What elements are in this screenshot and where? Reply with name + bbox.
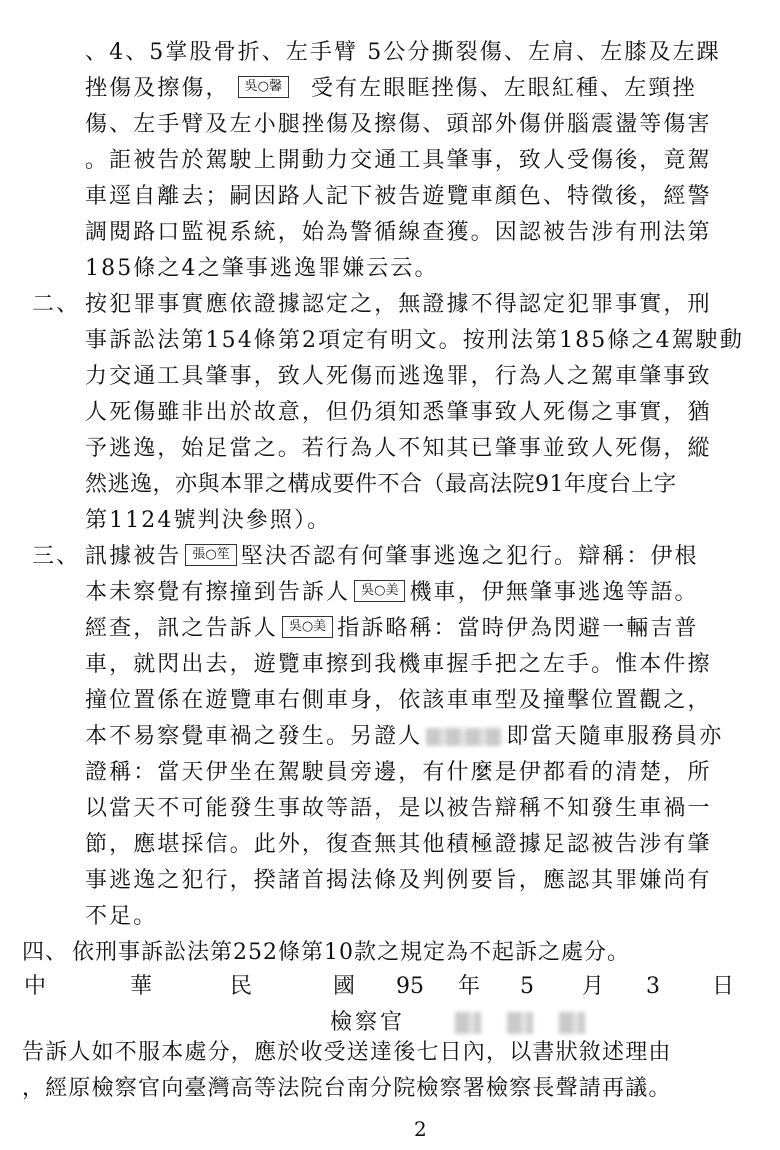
- section2-line-3: 力交通工具肇事，致人死傷而逃逸罪，行為人之駕車肇事致: [85, 364, 712, 389]
- date-char: 年: [458, 974, 481, 999]
- para1-line-3: 傷、左手臂及左小腿挫傷及擦傷、頭部外傷併腦震盪等傷害: [85, 112, 712, 137]
- date-day: 3: [646, 974, 660, 999]
- section2-line-6: 然逃逸，亦與本罪之構成要件不合（最高法院91年度台上字: [85, 472, 677, 497]
- date-char: 民: [230, 974, 253, 999]
- date-char: 日: [712, 974, 735, 999]
- section3-line-6b: 即當天隨車服務員亦: [506, 724, 724, 749]
- section3-line-3b: 指訴略稱：當時伊為閃避一輛吉普: [337, 616, 699, 641]
- redacted-name-box: 吳○美: [282, 616, 333, 638]
- date-char: 中: [24, 974, 47, 999]
- para1-line-4: 。詎被告於駕駛上開動力交通工具肇事，致人受傷後，竟駕: [85, 148, 712, 173]
- section2-line-4: 人死傷雖非出於故意，但仍須知悉肇事致人死傷之事實，猶: [85, 400, 712, 425]
- page-number: 2: [414, 1117, 427, 1141]
- section2-marker: 二、: [32, 292, 81, 317]
- section3-line-6: [85, 722, 723, 752]
- section3-line-5: 撞位置係在遊覽車右側車身，依該車車型及撞擊位置觀之，: [85, 688, 712, 713]
- section3-line-1: [85, 542, 699, 572]
- section3-line-11: 不足。: [85, 904, 158, 929]
- date-char: 月: [582, 974, 605, 999]
- prosecutor-label: 檢察官: [330, 1010, 406, 1035]
- para1-line-2b: 受有左眼眶挫傷、左眼紅種、左頸挫: [310, 76, 697, 101]
- notice-line-2: ，經原檢察官向臺灣高等法院台南分院檢察署檢察長聲請再議。: [22, 1076, 672, 1101]
- section3-line-3: [85, 614, 699, 644]
- redacted-name-box: 吳○馨: [238, 76, 289, 98]
- section3-line-8: 以當天不可能發生事故等語，是以被告辯稱不知發生車禍一: [85, 796, 712, 821]
- section4-marker: 四、: [22, 940, 69, 965]
- date-char: 國: [333, 974, 356, 999]
- redacted-prosecutor-name: [455, 1012, 585, 1036]
- para1-line-2: [85, 74, 697, 104]
- para1-line-2a: 挫傷及擦傷，: [85, 76, 230, 101]
- section2-line-1: 按犯罪事實應依證據認定之，無證據不得認定犯罪事實，刑: [85, 292, 712, 317]
- section2-line-2: 事訴訟法第154條第2項定有明文。按刑法第185條之4駕駛動: [85, 328, 744, 353]
- section3-line-3a: 經查，訊之告訴人: [85, 616, 278, 641]
- section3-line-10: 事逃逸之犯行，揆諸首揭法條及判例要旨，應認其罪嫌尚有: [85, 868, 712, 893]
- para1-line-7: 185條之4之肇事逃逸罪嫌云云。: [85, 256, 439, 281]
- redacted-witness-name: [426, 728, 502, 746]
- section4-text: 依刑事訴訟法第252條第10款之規定為不起訴之處分。: [72, 940, 630, 965]
- section3-line-2a: 本未察覺有擦撞到告訴人: [85, 580, 351, 605]
- section3-line-6a: 本不易察覺車禍之發生。另證人: [85, 724, 423, 749]
- section3-marker: 三、: [32, 544, 81, 569]
- para1-line-1: 、4、5掌股骨折、左手臂 5公分撕裂傷、左肩、左膝及左踝: [85, 40, 721, 65]
- section3-line-7: 證稱：當天伊坐在駕駛員旁邊，有什麼是伊都看的清楚，所: [85, 760, 712, 785]
- section3-line-4: 車，就閃出去，遊覽車擦到我機車握手把之左手。惟本件擦: [85, 652, 712, 677]
- section2-line-5: 予逃逸，始足當之。若行為人不知其已肇事並致人死傷，縱: [85, 436, 712, 461]
- redacted-name-box: 吳○美: [354, 580, 405, 602]
- section3-line-1b: 堅決否認有何肇事逃逸之犯行。辯稱：伊根: [240, 544, 699, 569]
- date-month: 5: [520, 974, 534, 999]
- para1-line-6: 調閱路口監視系統，始為警循線查獲。因認被告涉有刑法第: [85, 220, 712, 245]
- date-year: 95: [396, 974, 424, 999]
- redacted-name-box: 張○笙: [185, 544, 236, 566]
- section3-line-1a: 訊據被告: [85, 544, 182, 569]
- para1-line-5: 車逕自離去；嗣因路人記下被告遊覽車顏色、特徵後，經警: [85, 184, 712, 209]
- section3-line-9: 節，應堪採信。此外，復查無其他積極證據足認被告涉有肇: [85, 832, 712, 857]
- date-char: 華: [130, 974, 153, 999]
- section3-line-2: [85, 578, 699, 608]
- document-date: [0, 972, 780, 1002]
- notice-line-1: 告訴人如不服本處分，應於收受送達後七日內，以書狀敘述理由: [22, 1040, 672, 1065]
- section3-line-2b: 機車，伊無肇事逃逸等語。: [409, 580, 699, 605]
- section2-line-7: 第1124號判決參照）。: [85, 508, 332, 533]
